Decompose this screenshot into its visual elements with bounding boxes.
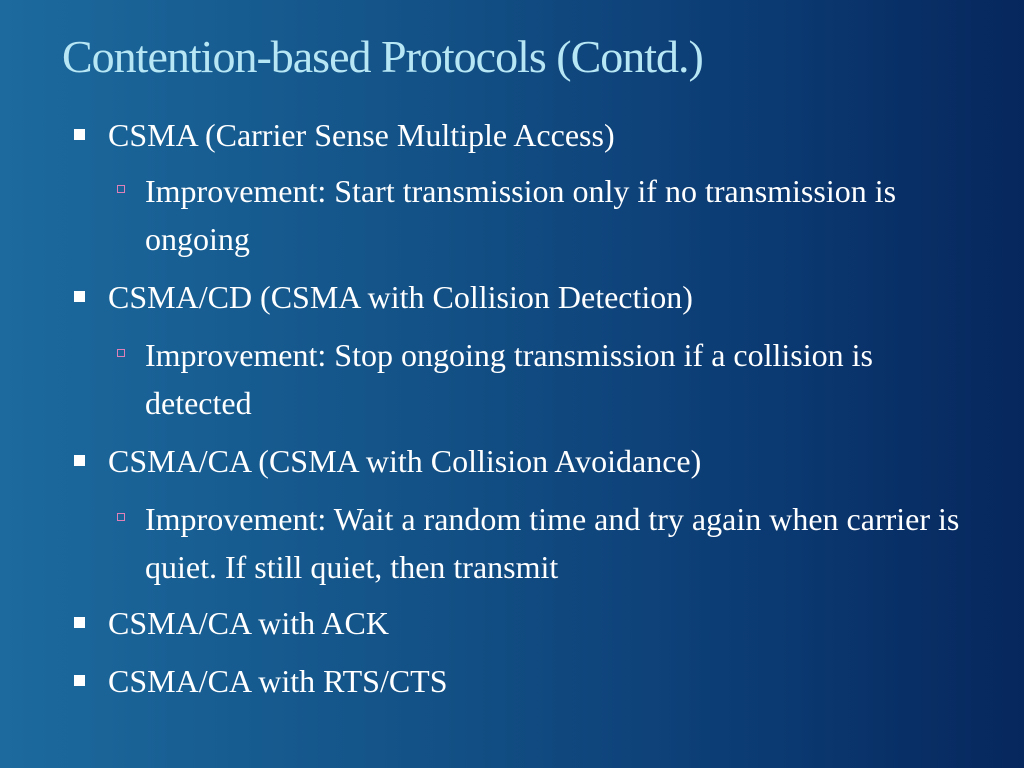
bullet-item-csma-ca-ack — [108, 603, 978, 643]
bullet-text: CSMA/CA with ACK — [108, 605, 389, 641]
hollow-square-bullet-icon — [117, 513, 125, 521]
square-bullet-icon — [74, 129, 85, 140]
bullet-text: CSMA (Carrier Sense Multiple Access) — [108, 117, 615, 153]
sub-bullet-item-csma-improvement — [145, 167, 965, 263]
square-bullet-icon — [74, 455, 85, 466]
square-bullet-icon — [74, 291, 85, 302]
bullet-item-csma-ca — [108, 441, 978, 481]
sub-bullet-text: Improvement: Wait a random time and try again when carrier is quiet. If still quiet, then transmit — [145, 501, 960, 585]
hollow-square-bullet-icon — [117, 349, 125, 357]
bullet-item-csma — [108, 115, 978, 155]
bullet-text: CSMA/CA with RTS/CTS — [108, 663, 448, 699]
bullet-text: CSMA/CD (CSMA with Collision Detection) — [108, 279, 693, 315]
sub-bullet-text: Improvement: Start transmission only if no transmission is ongoing — [145, 173, 897, 257]
sub-bullet-item-csma-ca-improvement — [145, 495, 965, 591]
bullet-text: CSMA/CA (CSMA with Collision Avoidance) — [108, 443, 702, 479]
slide-title: Contention-based Protocols (Contd.) — [62, 31, 703, 82]
sub-bullet-text: Improvement: Stop ongoing transmission if a collision is detected — [145, 337, 873, 421]
hollow-square-bullet-icon — [117, 185, 125, 193]
square-bullet-icon — [74, 675, 85, 686]
sub-bullet-item-csma-cd-improvement — [145, 331, 965, 427]
bullet-item-csma-ca-rts-cts — [108, 661, 978, 701]
square-bullet-icon — [74, 617, 85, 628]
bullet-item-csma-cd — [108, 277, 978, 317]
